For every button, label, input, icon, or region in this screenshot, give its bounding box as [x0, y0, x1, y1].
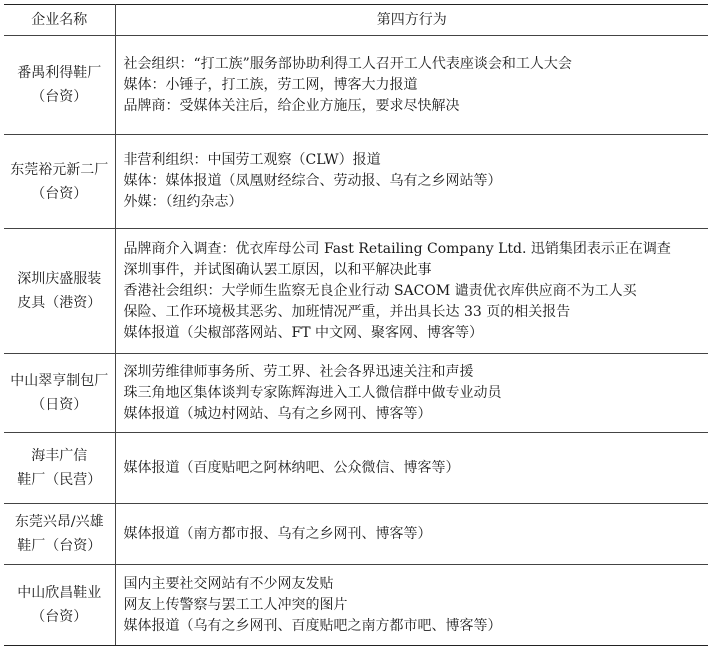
action-line: 社会组织：“打工族”服务部协助利得工人召开工人代表座谈会和工人大会	[123, 55, 572, 72]
header-fourth-party-actions: 第四方行为	[115, 5, 708, 36]
company-name-line: （台资）	[31, 89, 88, 105]
company-name-line: 东莞裕元新二厂	[10, 161, 109, 178]
company-name-line: 皮具（港资）	[17, 295, 102, 311]
company-name	[17, 444, 101, 492]
company-name-line: 海丰广信	[31, 448, 88, 464]
action-line: 媒体：媒体报道（凤凰财经综合、劳动报、乌有之乡网站等）	[123, 173, 502, 189]
action-line: 媒体报道（尖椒部落网站、FT 中文网、聚客网、博客等）	[123, 324, 484, 341]
company-name-line: （台资）	[31, 609, 88, 625]
company-cell	[4, 504, 115, 565]
table-row	[4, 504, 708, 565]
action-line: 媒体报道（乌有之乡网刊、百度贴吧之南方都市吧、博客等）	[123, 617, 502, 634]
action-line: 媒体：小锤子，打工族，劳工网，博客大力报道	[123, 76, 418, 93]
company-name-line: 鞋厂（台资）	[17, 538, 102, 554]
action-line: 珠三角地区集体谈判专家陈辉海进入工人微信群中做专业动员	[123, 384, 502, 401]
company-name	[10, 158, 108, 206]
company-name-line: 东莞兴昂/兴雄	[14, 514, 104, 530]
table-row	[4, 354, 708, 433]
company-name	[10, 369, 108, 417]
actions-cell	[115, 354, 708, 433]
actions-cell	[115, 229, 708, 354]
actions-cell	[115, 565, 708, 646]
company-cell	[4, 229, 115, 354]
actions-cell	[115, 433, 708, 504]
company-name	[15, 510, 104, 558]
table-row	[4, 565, 708, 646]
company-name-line: （日资）	[31, 397, 88, 413]
table-row	[4, 229, 708, 354]
action-line: 深圳劳维律师事务所、劳工界、社会各界迅速关注和声援	[123, 363, 474, 380]
company-name-line: 中山欣昌鞋业	[17, 585, 102, 601]
company-name-line: 番禺利得鞋厂	[17, 65, 102, 81]
table-row	[4, 433, 708, 504]
action-line: 媒体报道（百度贴吧之阿林纳吧、公众微信、博客等）	[123, 459, 460, 476]
action-line: 保险、工作环境极其恶劣、加班情况严重，并出具长达 33 页的相关报告	[123, 303, 571, 320]
company-cell	[4, 135, 115, 229]
company-name	[17, 581, 101, 629]
actions-cell	[115, 36, 708, 135]
table-row	[4, 135, 708, 229]
company-cell	[4, 433, 115, 504]
actions-cell	[115, 504, 708, 565]
company-cell	[4, 565, 115, 646]
company-name	[17, 61, 101, 109]
company-cell	[4, 354, 115, 433]
header-company-name: 企业名称	[4, 5, 115, 36]
company-name	[17, 267, 101, 315]
company-name-line: 中山翠亨制包厂	[10, 373, 109, 389]
table-row	[4, 36, 708, 135]
action-line: 品牌商介入调查：优衣库母公司 Fast Retailing Company Ltd. 迅销集团表示正在调查	[123, 240, 671, 257]
action-line: 非营利组织：中国劳工观察（CLW）报道	[123, 152, 381, 168]
table-header-row	[4, 5, 708, 36]
company-name-line: 深圳庆盛服装	[17, 271, 102, 287]
action-line: 媒体报道（南方都市报、乌有之乡网刊、博客等）	[123, 525, 432, 542]
action-line: 外媒：（纽约杂志）	[123, 194, 243, 210]
action-line: 网友上传警察与罢工工人冲突的图片	[123, 596, 348, 613]
action-line: 深圳事件，并试图确认罢工原因，以和平解决此事	[123, 261, 432, 278]
company-name-line: （台资）	[31, 185, 88, 202]
company-name-line: 鞋厂（民营）	[17, 472, 102, 488]
action-line: 香港社会组织：大学师生监察无良企业行动 SACOM 谴责优衣库供应商不为工人买	[123, 282, 637, 299]
company-cell	[4, 36, 115, 135]
strike-events-table	[4, 4, 708, 646]
actions-cell	[115, 135, 708, 229]
action-line: 品牌商：受媒体关注后，给企业方施压，要求尽快解决	[123, 97, 460, 114]
action-line: 媒体报道（城边村网站、乌有之乡网刊、博客等）	[123, 405, 432, 422]
action-line: 国内主要社交网站有不少网友发贴	[123, 575, 334, 592]
